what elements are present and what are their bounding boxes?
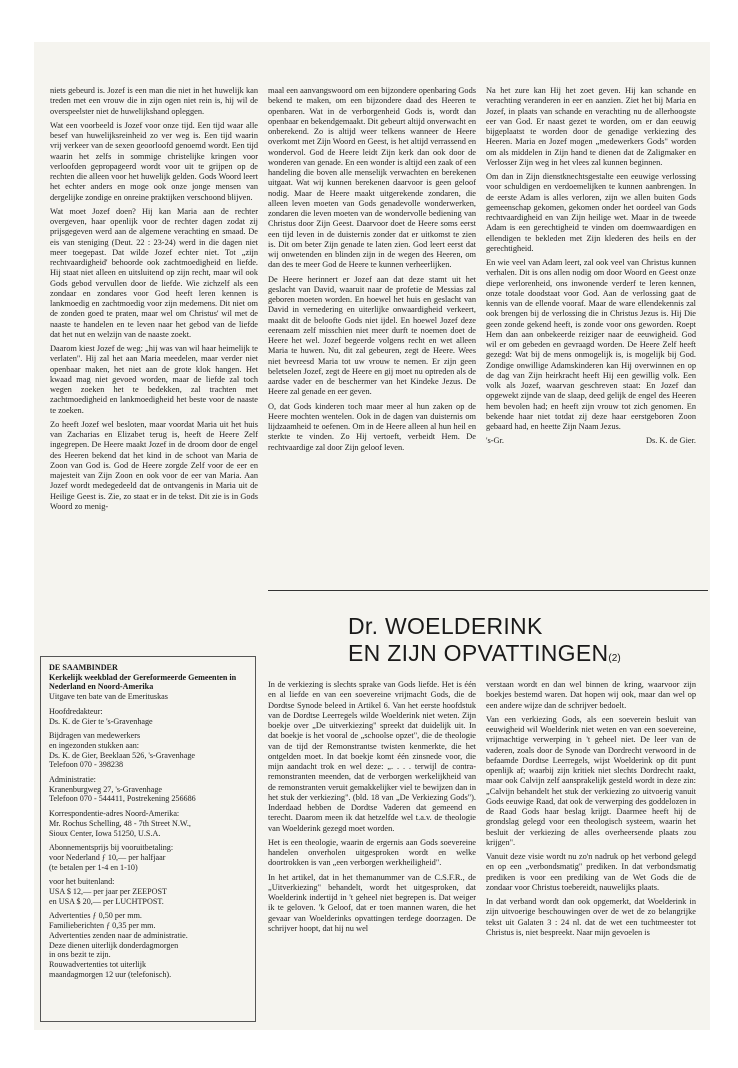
ads-line: Advertenties ƒ 0,50 per mm. [49, 911, 142, 921]
paragraph: maal een aanvangswoord om een bijzondere openbaring Gods bekend te maken, om een bijzondere daad des Heeren te openbaren. Wat in de verborgenheid Gods is, wordt dan openbaar en bekendgemaakt. Dit gebeurt altijd onverwacht en onberekend. Zo is altijd weer telkens wanneer de Heere overkomt met Zijn Woord en Geest, is het altijd verrassend en wondervol. God de Heere leidt Zijn kerk dan ook door de wonderen van genade. En een wonder is altijd een zaak of een handeling die boven alle menselijk verwachten en berekenen uitgaat. Wat wij kunnen berekenen daarvoor is geen geloof nodig. Maar de Heere maakt uitgerekende zondaren, die alleen leven moeten van Gods genadevolle wonderwerken, zondaren die leven moeten van de wondervolle bediening van Christus door Zijn Geest. Daarvoor doet de Heere soms eerst een tijd leven in de duisternis zonder dat er uitkomst te zien is. Dit om beter Zijn genade te laten zien. God leert eerst dat wij onwetenden en blinden zijn in de wegen des Heeren, om dan des te meer God de Heere te kunnen verheerlijken. [268, 86, 476, 270]
article-column-2 [486, 680, 696, 1022]
paragraph: Vanuit deze visie wordt nu zo'n nadruk op het verbond gelegd en op een „verbondsmatig" prediken. In dat verbondsmatig prediken is voor een prediking van de Wet Gods die de zondaar voor Christus toebereidt, nauwelijks plaats. [486, 852, 696, 892]
admin-line: Kranenburgweg 27, 's-Gravenhage [49, 784, 162, 794]
section-divider [268, 590, 708, 591]
ads-line: Deze dienen uiterlijk donderdagmorgen [49, 940, 179, 950]
signature-author: Ds. K. de Gier. [645, 436, 696, 446]
subscription-line: voor Nederland ƒ 10,— per halfjaar [49, 852, 166, 862]
ads-line: in ons bezit te zijn. [49, 950, 111, 960]
masthead-box [40, 656, 256, 1022]
paragraph: De Heere herinnert er Jozef aan dat deze stamt uit het geslacht van David, waaruit naar de profetie de Messias zal geboren moeten worden. En hoewel het huis en geslacht van David in vernedering en uiterlijke onwaardigheid verkeert, maakt dit de beloofte Gods niet ijdel. En hoewel Jozef deze eerenaam zelf misschien niet meer durft te noemen doet de Heere het wel. Jozef begeerde volgens recht en wet alleen Maria te huwen. Nu, dit zal gebeuren, zegt de Heere. Wees niet bevreesd Maria tot uw vrouw te nemen. Er zijn geen beletselen Jozef, zegt de Heere en gij moet nu optreden als de aardse vader en de beschermer van het Kindeke Jezus. De Heere zal genade en eer geven. [268, 274, 476, 397]
abroad-line: en USA $ 20,— per LUCHTPOST. [49, 896, 164, 906]
correspondence-line: Sioux Center, Iowa 51250, U.S.A. [49, 828, 161, 838]
admin-line: Telefoon 070 - 544411, Postrekening 256686 [49, 794, 196, 804]
contrib-line: Telefoon 070 - 398238 [49, 760, 124, 770]
masthead-title: DE SAAMBINDER [49, 663, 118, 672]
contrib-line: en ingezonden stukken aan: [49, 740, 140, 750]
article-column-1 [268, 680, 476, 1022]
ads-line: Rouwadvertenties tot uiterlijk [49, 959, 147, 969]
ads-line: maandagmorgen 12 uur (telefonisch). [49, 969, 172, 979]
subscription-line: (te betalen per 1-4 en 1-10) [49, 862, 138, 872]
paragraph: O, dat Gods kinderen toch maar meer al hun zaken op de Heere mochten wentelen. Ook in de dagen van duisternis om lijdzaamheid te oefenen. Om in de Heere alleen al hun heil en sterkte te vinden. Zo Hij vertoeft, verbeidt Hem. De rechtvaardige zal door Zijn geloof leven. [268, 401, 476, 452]
admin-label: Administratie: [49, 775, 96, 785]
ads-line: Familieberichten ƒ 0,35 per mm. [49, 921, 156, 931]
abroad-line: USA $ 12,— per jaar per ZEEPOST [49, 887, 168, 897]
editor-name: Ds. K. de Gier te 's-Gravenhage [49, 716, 153, 726]
editor-label: Hoofdredakteur: [49, 706, 103, 716]
correspondence-label: Korrespondentie-adres Noord-Amerika: [49, 809, 180, 819]
paragraph: verstaan wordt en dan wel binnen de kring, waarvoor zijn boekjes bestemd waren. Dat hopen wij ook, maar dan wel op een andere wijze dan de schrijver bedoelt. [486, 680, 696, 710]
paragraph: Het is een theologie, waarin de ergernis aan Gods soevereine handelen onverholen uitgesproken wordt en welke doortrokken is van „een verborgen werkheiligheid". [268, 837, 476, 868]
masthead-subtitle: Kerkelijk weekblad der Gereformeerde Gemeenten in Nederland en Noord-Amerika [49, 672, 237, 692]
paragraph: En wie veel van Adam leert, zal ook veel van Christus kunnen verhalen. Dit is ons allen nodig om door Woord en Geest onze diepe verlorenheid, ons inwonende verderf te leren kennen, onze totale doodstaat voor God. Aan de verlossing gaat de kennis van de ellende vooraf. Maar de ware ellendekennis zal ook brengen bij de verlossing die in Christus Jezus is. Hij Die geen zonde gekend heeft, is zonde voor ons geworden. Roept Hem dan aan onbekeerde reiziger naar de eeuwigheid. God wil er om gebeden en gevraagd worden. De Heere Zelf heeft gezegd: Wat bij de mens onmogelijk is, is mogelijk bij God. Zondige onwillige Adamskinderen kan Hij overwinnen en op de dag van Zijn heirkracht heeft Hij een gewillig volk. Een volk als Jozef, waarvan geschreven staat: En Jozef dan opgewekt zijnde van de slaap, deed gelijk de engel des Heeren hem bevolen had; en heeft zijn vrouw tot zich genomen. En bekende haar niet totdat zij deze haar eerstgeboren Zoon gebaard had, en heette Zijn Naam Jezus. [486, 258, 696, 431]
contrib-line: Ds. K. de Gier, Beeklaan 526, 's-Gravenhage [49, 750, 195, 760]
abroad-label: voor het buitenland: [49, 877, 115, 887]
article-headline [348, 613, 708, 672]
paragraph: In het artikel, dat in het themanummer van de C.S.F.R., de „Uitverkiezing" behandelt, wordt het uitgesproken, dat Woelderink indertijd in 't geheel niet begrepen is. Dat weiger ik te geloven. 'k Geloof, dat er toen mannen waren, die het gevaar van Woelderinks opvattingen terdege doorzagen. De schrijver hoopt, dat hij nu wel [268, 872, 476, 933]
headline-part-number: (2) [608, 653, 621, 664]
masthead-publisher: Uitgave ten bate van de Emerituskas [49, 692, 168, 702]
headline-line-2: EN ZIJN OPVATTINGEN [348, 640, 609, 666]
paragraph: Om dan in Zijn dienstknechtsgestalte een eeuwige verlossing voor schuldigen en verdoemelijken te kunnen aanbrengen. In de eerste Adam is alles verloren, zijn we allen buiten Gods gemeenschap gekomen, gekomen onder het oordeel van Gods rechtvaardigheid en van Zijn heilige wet. Maar in de tweede Adam is een gerechtigheid te vinden om doemwaardigen en ellendigen te bekleden met Zijn klederen des heils en der gerechtigheid. [486, 172, 696, 253]
paragraph: In de verkiezing is slechts sprake van Gods liefde. Het is één en al liefde en van een soevereine vrijmacht Gods, die de Dordtse Synode beleed in Artikel 6. Van het eerste hoofdstuk van de Dordtse Leerregels wilde Woelderink niet weten. Zijn boekje over „De uitverkiezing" spreekt dat duidelijk uit. In dat boekje is het vooral de „schoolse opzet", die de theologie van de tijd der Remonstrantse twisten kenmerkte, die het ontgelden moet. In dat boekje komt één zinsnede voor, die mijn aandacht trok en wel deze: „. . . . terwijl de contra-remonstranten meenden, dat de verborgen werkelijkheid van de remonstranten veruit gemakkelijker viel te bewijzen dan in het stuk der verkiezing". (bld. 18 van „De Verkiezing Gods"). Inderdaad hebben de Dordtse Vaderen dat gemeend en terecht. Daarom meen ik dat hetzelfde wel t.a.v. de theologie van Woelderink gezegd moet worden. [268, 680, 476, 833]
contrib-line: Bijdragen van medewerkers [49, 731, 141, 741]
paragraph: Wat een voorbeeld is Jozef voor onze tijd. Een tijd waar alle besef van huwelijksreinheid zo ver weg is. Een tijd waarin vrij verkeer van de sexen geoorloofd genoemd wordt. Een tijd waarin het zelfs in sommige christelijke kringen voor verloofden gepropageerd wordt voor uit te grijpen op de rechten die alleen voor het huwelijk gelden. Gods Woord leert het echter anders en moge ook onze jonge mensen van dergelijke zondige en onreine praktijken verschoond blijven. [50, 120, 258, 202]
ads-line: Advertenties zenden naar de administratie. [49, 930, 188, 940]
paragraph: Zo heeft Jozef wel besloten, maar voordat Maria uit het huis van Zacharias en Elizabet terug is, heeft de Heere Zelf ingegrepen. De Heere maakt Jozef in de droom door de engel des Heeren bekend dat het kind in de schoot van Maria de Zoon van God is. God de Heere zorgde Zelf voor de eer en majesteit van Zijn Zoon en ook voor de eer van Maria. Aan Jozef wordt medegedeeld dat de ontvangenis in Maria uit de Heilige Geest is. Zie, zo staat er in de tekst. Dit zie is in Gods Woord zo menig- [50, 419, 258, 511]
paragraph: Wat moet Jozef doen? Hij kan Maria aan de rechter overgeven, haar openlijk voor de rechter dagen zodat zij prijsgegeven werd aan de algemene verachting en smaad. De eis van steniging (Deut. 22 : 23-24) werd in die dagen niet meer toegepast. Dat wilde Jozef echter niet. Tot „zijn rechtvaardigheid' behoorde ook zachtmoedigheid en liefde. Hij staat niet alleen en uitsluitend op zijn recht, maar wil ook Gods gebod vervullen door de liefde. Wie zichzelf als een zondaar en zondares voor God heeft leren kennen is lankmoedig en zachtmoedig voor zijn medemens. Dit niet om de zonden goed te praten, maar wel om Christus' wil met de naaste te handelen en te leven naar het gebod van de liefde dat het nut en welzijn van de naaste zoekt. [50, 206, 258, 339]
paragraph: Van een verkiezing Gods, als een soeverein besluit van eeuwigheid wil Woelderink niet weten en van een soevereine, vrijmachtige verwerping in 't geheel niet. De leer van de vaderen, zoals door de Synode van Dordrecht verwoord in de befaamde Dordtse Leerregels, wijst Woelderink op dit punt openlijk af; waarbij zijn kritiek niet slechts Dordrecht raakt, maar ook Calvijn zelf aansprakelijk gesteld wordt in deze zin: „Calvijn behandelt het stuk der verkiezing zo uitvoerig vanuit Gods eeuwige Raad, dat ook de verwerping des goddelozen in de Raad Gods haar beslag krijgt. Daarmee heeft hij de grondslag gelegd voor een theologisch systeem, waarin het besluit der verkiezing de alles overheersende plaats zou krijgen". [486, 714, 696, 847]
text-column-1 [50, 86, 258, 642]
paragraph: niets gebeurd is. Jozef is een man die niet in het huwelijk kan treden met een vrouw die in zijn ogen niet rein is, hij wil de overspeelster niet de huwelijkshand opleggen. [50, 86, 258, 116]
paragraph: Na het zure kan Hij het zoet geven. Hij kan schande en verachting veranderen in eer en aanzien. Ziet het bij Maria en Jozef, in plaats van schande en verachting nu de allerhoogste eer van God. Er naast gezet te worden, om er dan eeuwig bijgeplaatst te worden door de genadige verkiezing des Heeren. Maria en Jozef mogen „medewerkers Gods" worden om als middelen in Zijn hand te dienen dat de Zaligmaker en Verlosser Zijn weg in het vlees zal kunnen beginnen. [486, 86, 696, 167]
text-column-2 [268, 86, 476, 642]
text-column-3 [486, 86, 696, 586]
correspondence-line: Mr. Rochus Schelling, 48 - 7th Street N.W., [49, 818, 191, 828]
paragraph: Daarom kiest Jozef de weg: „hij was van wil haar heimelijk te verlaten". Hij zal het aan Maria meedelen, maar verder niet openbaar maken, het niet aan de grote klok hangen. Het kwaad mag niet gevoed worden, maar de liefde zal toch wegen zoeken het te bedekken, zal trachten met zachtmoedigheid en lankmoedigheid het beste voor de naaste te zoeken. [50, 344, 258, 415]
paragraph: In dat verband wordt dan ook opgemerkt, dat Woelderink in zijn uitvoerige beschouwingen over de wet de zo belangrijke tekst uit Galaten 3 : 24 nl. dat de wet een tuchtmeester tot Christus is, niet bespreekt. Naar mijn gevoelen is [486, 897, 696, 937]
headline-line-1: Dr. WOELDERINK [348, 613, 543, 639]
signature-line [486, 436, 696, 446]
subscription-label: Abonnementsprijs bij vooruitbetaling: [49, 843, 174, 853]
signature-place: 's-Gr. [486, 436, 504, 446]
